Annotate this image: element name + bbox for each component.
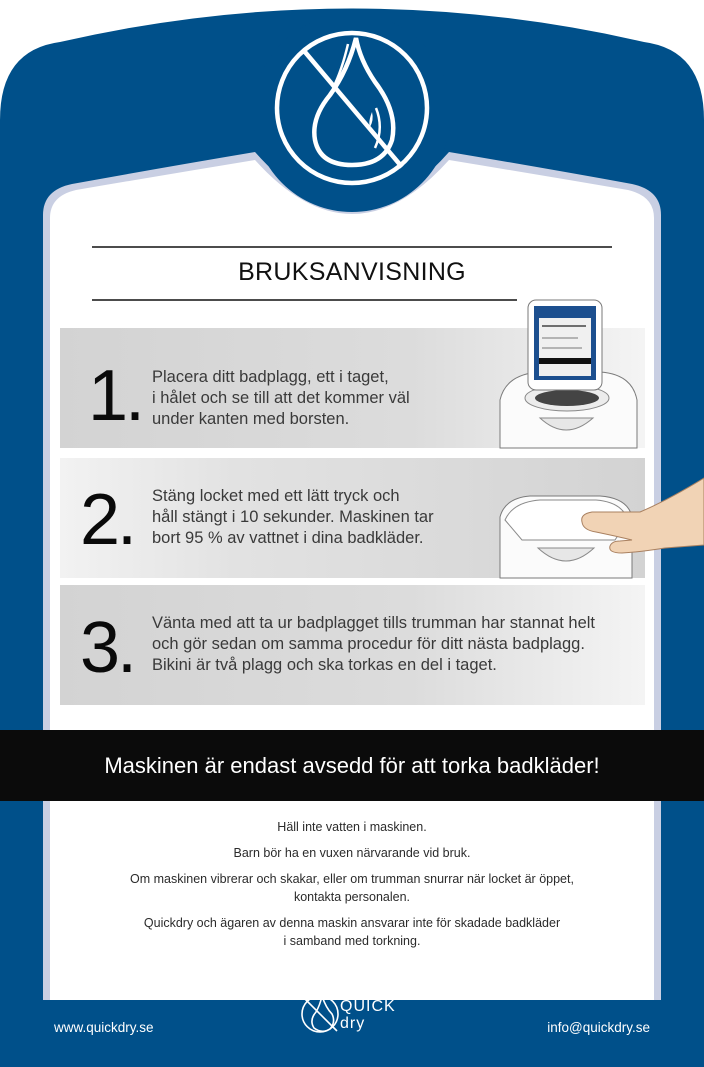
note-line: Barn bör ha en vuxen närvarande vid bruk.	[233, 846, 471, 860]
note-line: kontakta personalen.	[293, 890, 411, 904]
note-item	[52, 914, 652, 950]
step-2-line: håll stängt i 10 sekunder. Maskinen tar	[152, 508, 434, 526]
email-link[interactable]: info@quickdry.se	[547, 1020, 650, 1035]
step-2-line: bort 95 % av vattnet i dina badkläder.	[152, 529, 424, 547]
closing-lid-illustration	[500, 496, 632, 578]
note-item	[52, 870, 652, 906]
note-line: Om maskinen vibrerar och skakar, eller om trumman snurrar när locket är öppet,	[130, 872, 574, 886]
note-line: i samband med torkning.	[283, 934, 421, 948]
step-3-line: och gör sedan om samma procedur för ditt nästa badplagg.	[152, 635, 585, 653]
step-1-line: Placera ditt badplagg, ett i taget,	[152, 368, 389, 386]
step-1-number: 1.	[88, 356, 143, 436]
step-1-line: under kanten med borsten.	[152, 410, 350, 428]
step-1-line: i hålet och se till att det kommer väl	[152, 389, 410, 407]
note-line: Quickdry och ägaren av denna maskin ansvarar inte för skadade badkläder	[143, 916, 561, 930]
step-1-text	[152, 367, 410, 430]
step-3-text	[152, 613, 595, 676]
note-item	[52, 844, 652, 862]
step-2-number: 2.	[80, 480, 135, 560]
logo-wordmark: QUICK dry	[340, 998, 396, 1032]
note-line: Häll inte vatten i maskinen.	[277, 820, 427, 834]
step-2-line: Stäng locket med ett lätt tryck och	[152, 487, 400, 505]
step-3-number: 3.	[80, 608, 135, 688]
warning-banner-text: Maskinen är endast avsedd för att torka badkläder!	[104, 753, 600, 778]
note-item	[52, 818, 652, 836]
website-link[interactable]: www.quickdry.se	[54, 1020, 154, 1035]
step-3-line: Vänta med att ta ur badplagget tills trumman har stannat helt	[152, 614, 596, 632]
step-2-text	[152, 486, 434, 549]
page-title: BRUKSANVISNING	[238, 258, 466, 286]
step-3-line: Bikini är två plagg och ska torkas en del i taget.	[152, 656, 497, 674]
notes-list	[52, 818, 652, 958]
